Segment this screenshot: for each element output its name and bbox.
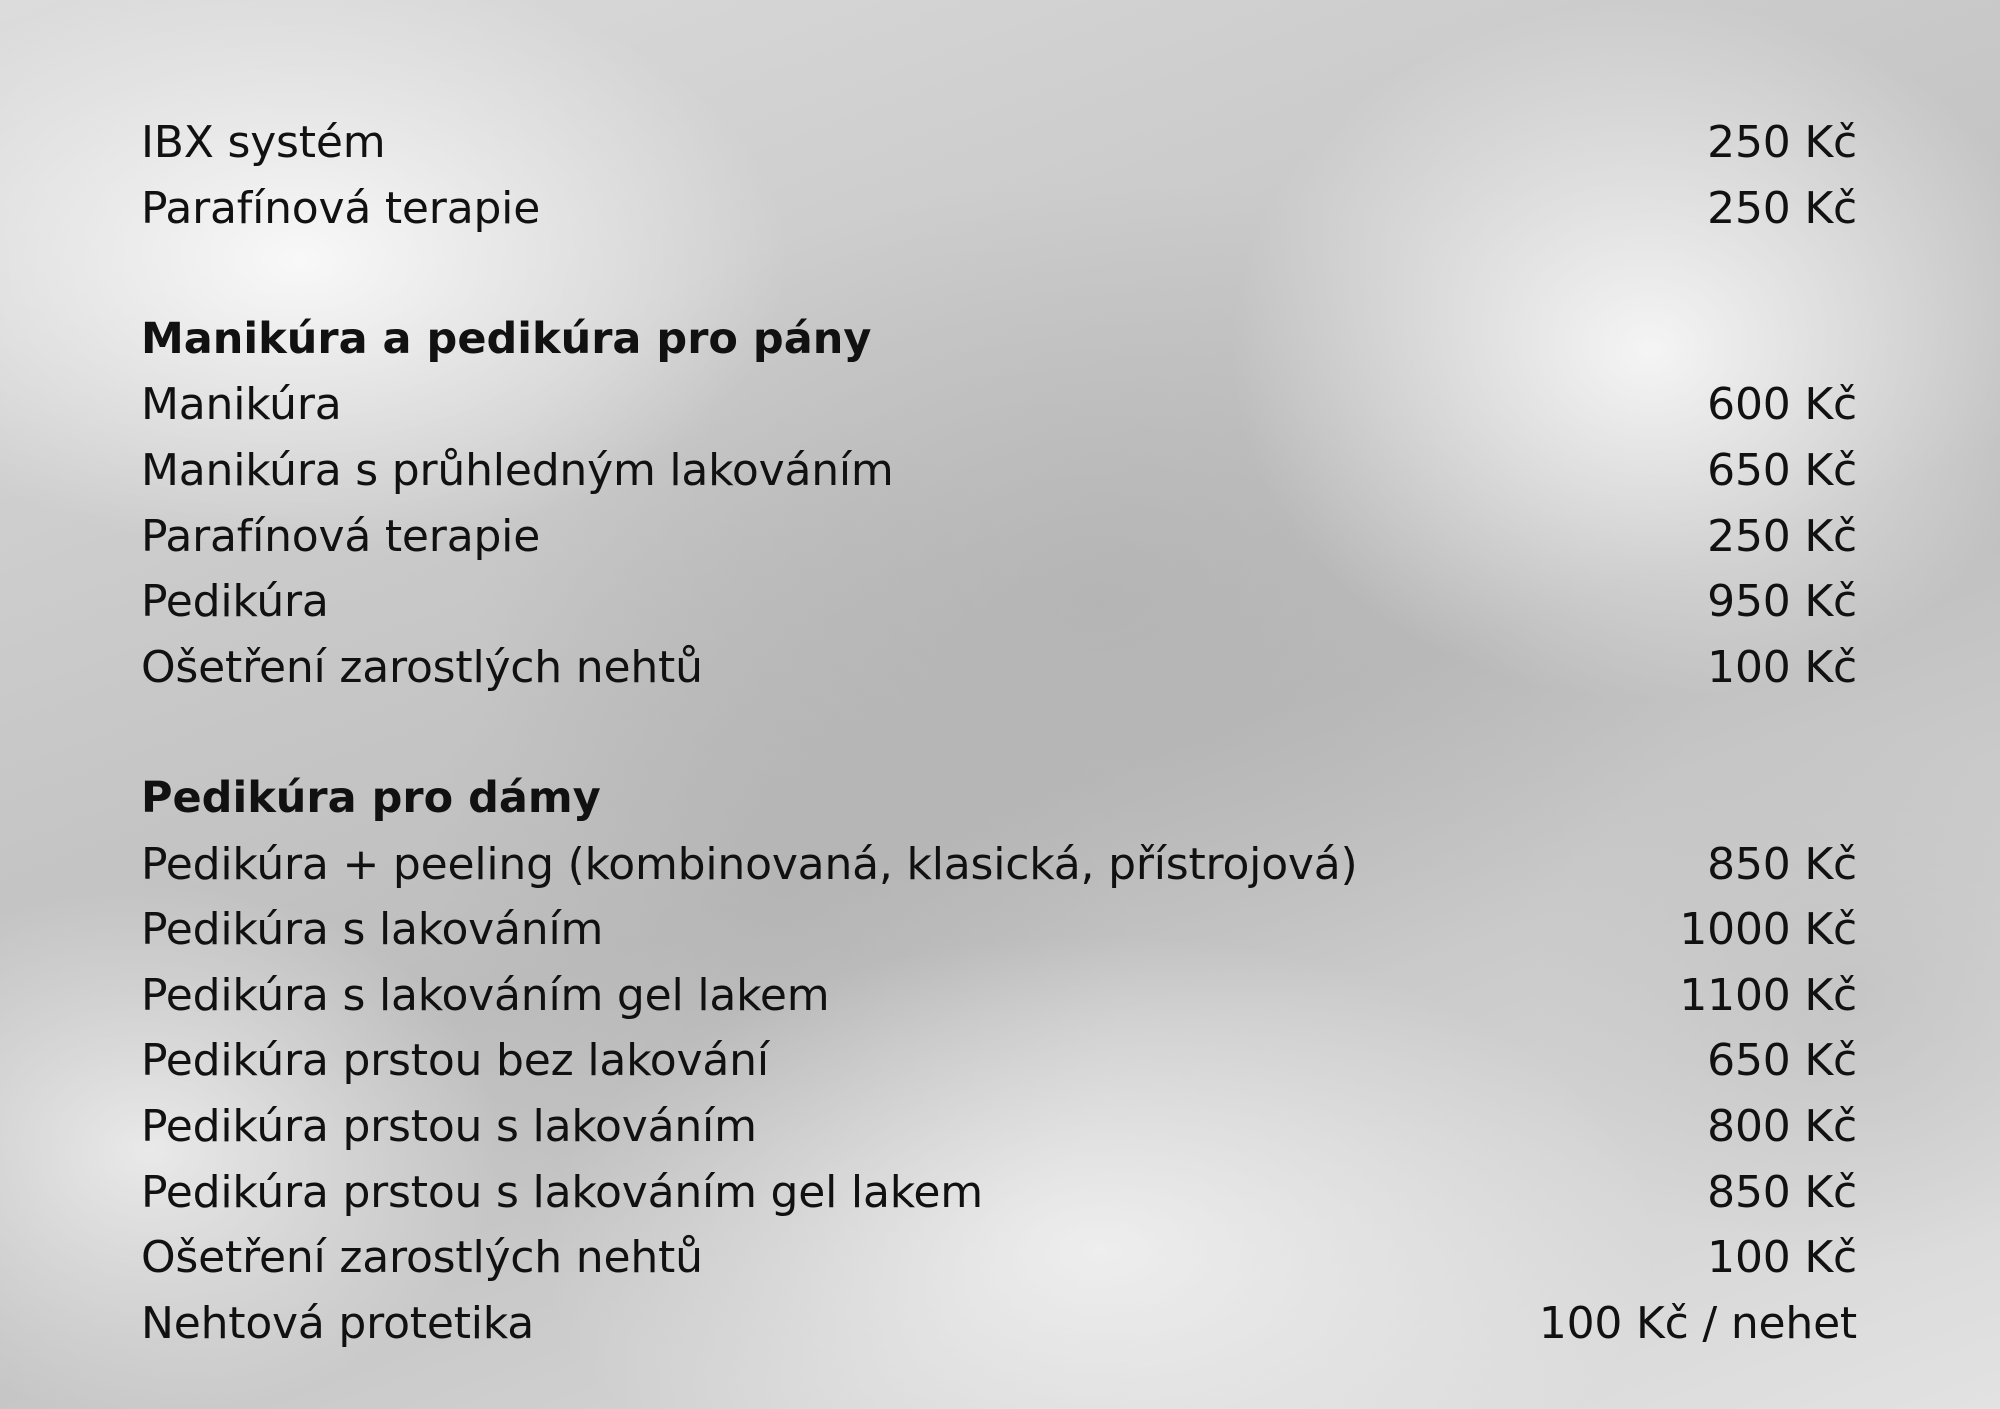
service-name: Pedikúra + peeling (kombinovaná, klasická, přístrojová) <box>141 838 1358 890</box>
section-gap <box>141 241 1857 307</box>
service-name: Manikúra <box>141 379 342 431</box>
service-name: Nehtová protetika <box>141 1297 535 1349</box>
price-row <box>141 963 1857 1029</box>
service-name: Pedikúra prstou s lakováním gel lakem <box>141 1166 983 1218</box>
service-price: 650 Kč <box>1707 444 1857 496</box>
price-row <box>141 176 1857 242</box>
service-price: 850 Kč <box>1707 1166 1857 1218</box>
section-heading: Pedikúra pro dámy <box>141 772 601 823</box>
service-price: 600 Kč <box>1707 379 1857 431</box>
service-price: 250 Kč <box>1707 117 1857 168</box>
service-name: Parafínová terapie <box>141 182 541 234</box>
service-price: 850 Kč <box>1707 838 1857 890</box>
price-row <box>141 504 1857 570</box>
service-name: Parafínová terapie <box>141 510 541 562</box>
price-row <box>141 372 1857 438</box>
price-row <box>141 1028 1857 1094</box>
section-gap <box>141 700 1857 766</box>
price-row <box>141 897 1857 963</box>
service-price: 1100 Kč <box>1679 969 1857 1021</box>
price-row <box>141 1160 1857 1226</box>
service-name: Manikúra s průhledným lakováním <box>141 444 894 496</box>
service-price: 1000 Kč <box>1679 904 1857 956</box>
section-general <box>141 110 1857 241</box>
price-row <box>141 635 1857 701</box>
price-row <box>141 832 1857 898</box>
service-price: 100 Kč / nehet <box>1538 1297 1857 1349</box>
section-men <box>141 307 1857 701</box>
price-row <box>141 1291 1857 1357</box>
service-price: 250 Kč <box>1707 182 1857 234</box>
service-name: IBX systém <box>141 117 386 168</box>
service-name: Pedikúra s lakováním <box>141 904 604 956</box>
price-list <box>141 110 1857 1356</box>
service-name: Ošetření zarostlých nehtů <box>141 1232 703 1284</box>
section-heading: Manikúra a pedikúra pro pány <box>141 313 872 364</box>
price-row <box>141 1094 1857 1160</box>
service-name: Pedikúra s lakováním gel lakem <box>141 969 830 1021</box>
service-price: 800 Kč <box>1707 1100 1857 1152</box>
service-price: 250 Kč <box>1707 510 1857 562</box>
price-row <box>141 569 1857 635</box>
service-price: 100 Kč <box>1707 641 1857 693</box>
service-name: Pedikúra prstou s lakováním <box>141 1100 757 1152</box>
service-price: 650 Kč <box>1707 1035 1857 1087</box>
service-name: Ošetření zarostlých nehtů <box>141 641 703 693</box>
service-name: Pedikúra <box>141 576 329 628</box>
service-name: Pedikúra prstou bez lakování <box>141 1035 769 1087</box>
section-women <box>141 766 1857 1356</box>
price-row <box>141 110 1857 176</box>
service-price: 950 Kč <box>1707 576 1857 628</box>
price-row <box>141 1225 1857 1291</box>
service-price: 100 Kč <box>1707 1232 1857 1284</box>
price-row <box>141 438 1857 504</box>
